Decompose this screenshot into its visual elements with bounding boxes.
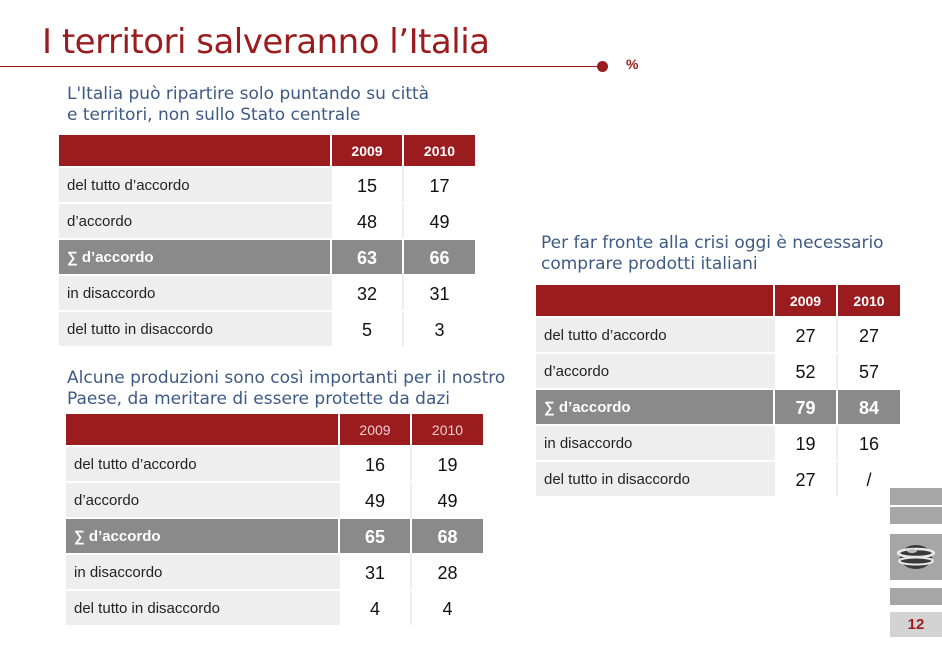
question-3-line-1: Per far fronte alla crisi oggi è necessario: [541, 233, 884, 253]
question-2-title: [67, 368, 505, 410]
table-row: [59, 275, 475, 311]
table-row: [536, 317, 900, 353]
question-1-line-2: e territori, non sullo Stato centrale: [67, 105, 361, 125]
table-row: [59, 167, 475, 203]
table-row: [66, 446, 483, 482]
value-2010: 49: [411, 482, 483, 518]
value-2010: 66: [403, 239, 475, 275]
header-blank: [536, 285, 774, 317]
side-bar-2: [890, 507, 942, 524]
header-blank: [66, 414, 339, 446]
question-2-line-2: Paese, da meritare di essere protette da dazi: [67, 389, 451, 409]
value-2009: 16: [339, 446, 411, 482]
question-3-line-2: comprare prodotti italiani: [541, 254, 758, 274]
header-year-2009: 2009: [774, 285, 837, 317]
row-label: del tutto in disaccordo: [59, 311, 331, 347]
question-3-title: [541, 233, 884, 275]
row-label: ∑ d’accordo: [59, 239, 331, 275]
page-title: I territori salveranno l’Italia: [42, 22, 490, 62]
row-label: del tutto d’accordo: [66, 446, 339, 482]
value-2010: 4: [411, 590, 483, 626]
table-row: [66, 590, 483, 626]
value-2010: 16: [837, 425, 900, 461]
sum-row: [59, 239, 475, 275]
row-label: in disaccordo: [59, 275, 331, 311]
value-2009: 4: [339, 590, 411, 626]
title-dot: [597, 61, 608, 72]
table-row: [59, 311, 475, 347]
value-2009: 32: [331, 275, 403, 311]
table-3: [536, 285, 900, 498]
row-label: d’accordo: [59, 203, 331, 239]
header-year-2010: 2010: [837, 285, 900, 317]
value-2010: 27: [837, 317, 900, 353]
value-2009: 79: [774, 389, 837, 425]
value-2009: 52: [774, 353, 837, 389]
value-2010: 31: [403, 275, 475, 311]
value-2009: 5: [331, 311, 403, 347]
row-label: ∑ d’accordo: [536, 389, 774, 425]
table-row: [536, 425, 900, 461]
row-label: in disaccordo: [66, 554, 339, 590]
value-2009: 49: [339, 482, 411, 518]
value-2009: 48: [331, 203, 403, 239]
table-1: [59, 135, 475, 348]
question-1-title: [67, 84, 429, 126]
page-number: 12: [890, 612, 942, 637]
value-2010: 57: [837, 353, 900, 389]
table-row: [66, 482, 483, 518]
value-2009: 65: [339, 518, 411, 554]
header-year-2009: 2009: [331, 135, 403, 167]
table-header-row: [536, 285, 900, 317]
sum-row: [536, 389, 900, 425]
value-2010: 17: [403, 167, 475, 203]
value-2010: 68: [411, 518, 483, 554]
row-label: del tutto d’accordo: [536, 317, 774, 353]
title-underline: [0, 66, 600, 67]
unit-label: %: [626, 56, 639, 72]
header-blank: [59, 135, 331, 167]
header-year-2009: 2009: [339, 414, 411, 446]
value-2009: 19: [774, 425, 837, 461]
question-2-line-1: Alcune produzioni sono così importanti per il nostro: [67, 368, 506, 388]
value-2009: 27: [774, 461, 837, 497]
value-2009: 31: [339, 554, 411, 590]
question-1-line-1: L'Italia può ripartire solo puntando su città: [67, 84, 430, 104]
sum-row: [66, 518, 483, 554]
header-year-2010: 2010: [411, 414, 483, 446]
row-label: del tutto in disaccordo: [66, 590, 339, 626]
value-2010: 28: [411, 554, 483, 590]
globe-icon: [890, 534, 942, 580]
table-header-row: [66, 414, 483, 446]
value-2010: 49: [403, 203, 475, 239]
value-2010: 84: [837, 389, 900, 425]
row-label: ∑ d’accordo: [66, 518, 339, 554]
table-row: [66, 554, 483, 590]
value-2010: 19: [411, 446, 483, 482]
table-row: [536, 461, 900, 497]
value-2010: 3: [403, 311, 475, 347]
table-header-row: [59, 135, 475, 167]
table-row: [536, 353, 900, 389]
row-label: d’accordo: [66, 482, 339, 518]
row-label: del tutto d’accordo: [59, 167, 331, 203]
side-bar-3: [890, 588, 942, 605]
row-label: in disaccordo: [536, 425, 774, 461]
value-2010: /: [837, 461, 900, 497]
table-row: [59, 203, 475, 239]
header-year-2010: 2010: [403, 135, 475, 167]
row-label: del tutto in disaccordo: [536, 461, 774, 497]
side-bar-1: [890, 488, 942, 505]
side-globe-tile: [890, 534, 942, 580]
value-2009: 63: [331, 239, 403, 275]
row-label: d’accordo: [536, 353, 774, 389]
value-2009: 27: [774, 317, 837, 353]
value-2009: 15: [331, 167, 403, 203]
table-2: [66, 414, 483, 627]
